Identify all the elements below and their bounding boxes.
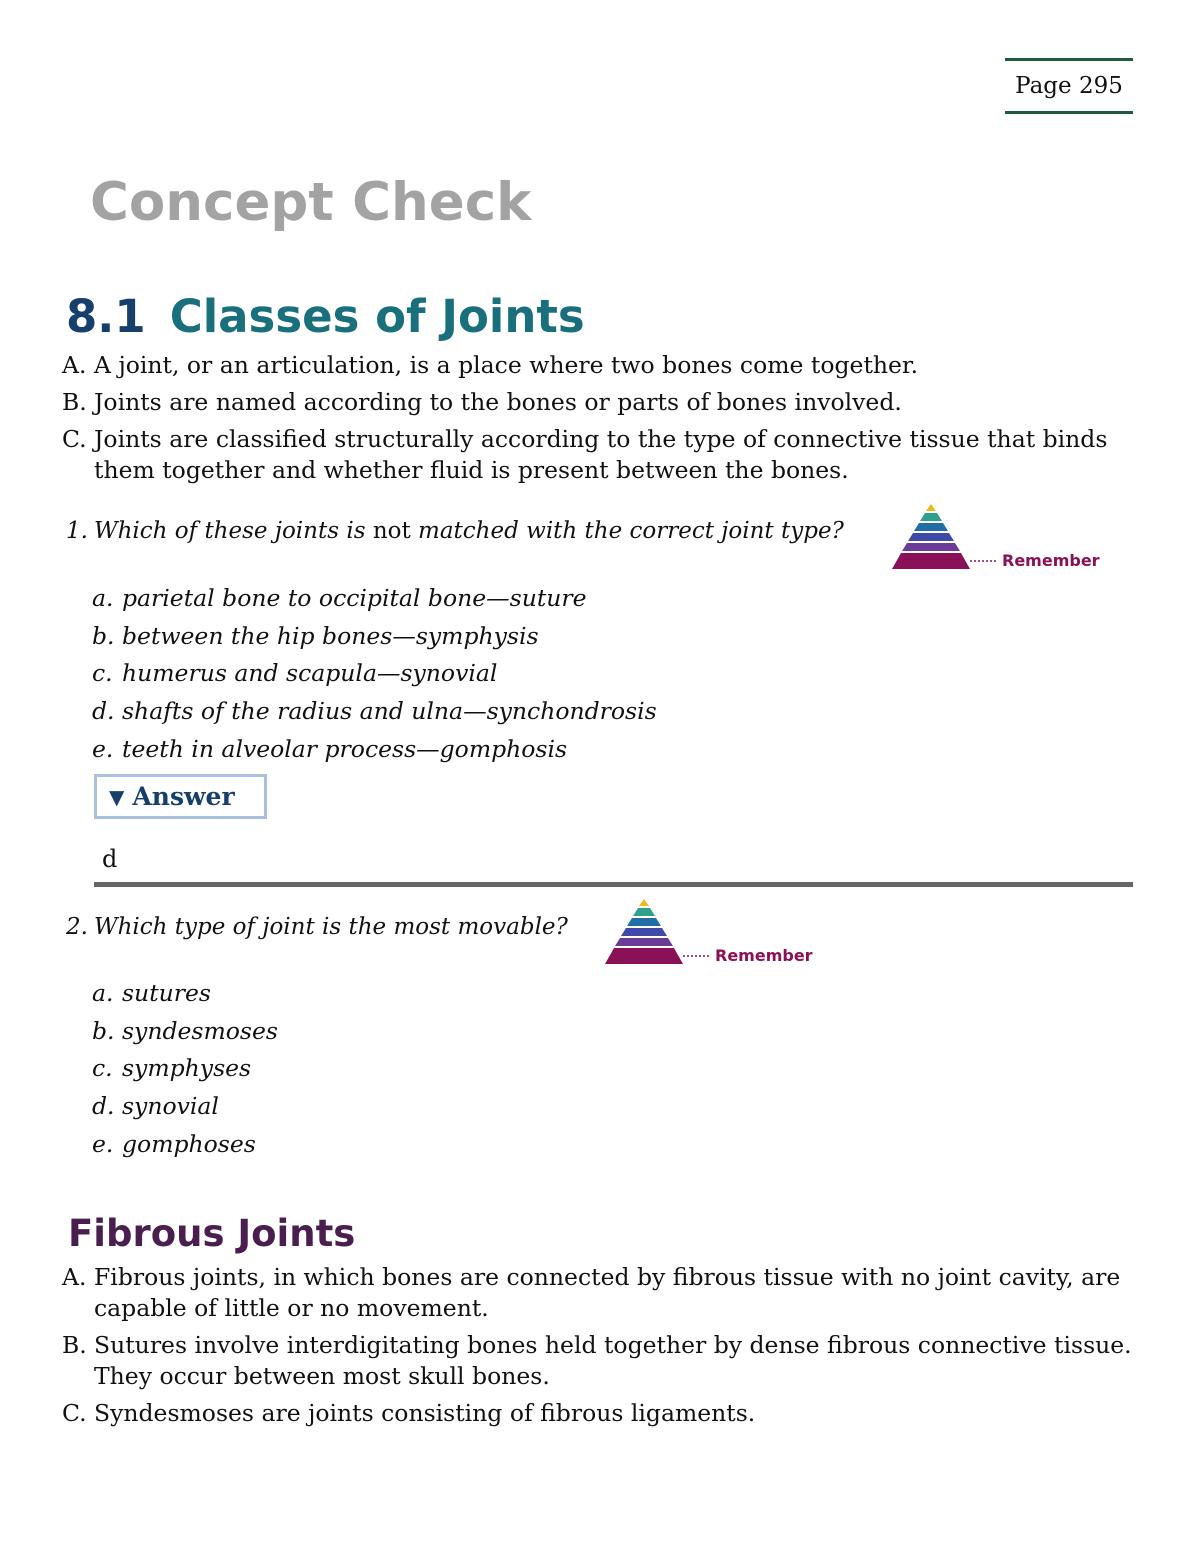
- option-text: gomphoses: [122, 1129, 256, 1158]
- question-number: 1.: [66, 518, 88, 544]
- option-text: teeth in alveolar process—gomphosis: [122, 734, 568, 763]
- outline-item: [62, 1330, 1134, 1392]
- option-text: syndesmoses: [122, 1016, 278, 1045]
- outline-item: [62, 424, 1134, 486]
- outline-text: Joints are named according to the bones or parts of bones involved.: [94, 388, 902, 416]
- section-title: Classes of Joints: [169, 290, 585, 343]
- section-heading: [66, 290, 585, 343]
- outline-marker: B.: [62, 388, 87, 416]
- outline-text: Fibrous joints, in which bones are connected by fibrous tissue with no joint cavity, are capable of little or no movement.: [94, 1263, 1121, 1322]
- outline-marker: C.: [62, 1399, 87, 1427]
- option-letter: d.: [92, 697, 115, 726]
- question-1: [66, 518, 844, 544]
- answer-button-label: Answer: [132, 782, 235, 811]
- outline-item: [62, 1398, 1134, 1429]
- option-letter: a.: [92, 979, 114, 1007]
- fibrous-joints-heading: Fibrous Joints: [68, 1212, 356, 1255]
- outline-marker: A.: [62, 1263, 87, 1291]
- option-letter: c.: [92, 659, 113, 688]
- option-letter: b.: [92, 1016, 115, 1045]
- option-item: [92, 1088, 278, 1126]
- outline-text: A joint, or an articulation, is a place where two bones come together.: [94, 351, 919, 379]
- option-text: between the hip bones—symphysis: [122, 621, 539, 650]
- option-item: [92, 618, 657, 656]
- outline-item: [62, 350, 1134, 381]
- option-letter: b.: [92, 621, 115, 650]
- section-outline: [62, 350, 1134, 492]
- outline-item: [62, 1262, 1134, 1324]
- outline-text: Joints are classified structurally according to the type of connective tissue that binds them together and whether fluid is present between the bones.: [94, 425, 1108, 484]
- option-item: [92, 975, 278, 1013]
- outline-item: [62, 387, 1134, 418]
- section-divider: [94, 882, 1133, 887]
- question-text: matched with the correct joint type?: [410, 518, 844, 544]
- question-text: Which of these joints is: [93, 518, 373, 544]
- option-item: [92, 1013, 278, 1051]
- concept-check-title: Concept Check: [90, 172, 532, 233]
- option-item: [92, 731, 657, 769]
- fibrous-outline: [62, 1262, 1134, 1435]
- question-number: 2.: [66, 914, 88, 940]
- option-item: [92, 693, 657, 731]
- option-item: [92, 1126, 278, 1164]
- option-text: synovial: [122, 1092, 219, 1121]
- question-emphasis: not: [372, 518, 411, 544]
- option-text: parietal bone to occipital bone—suture: [122, 584, 587, 612]
- outline-text: Syndesmoses are joints consisting of fibrous ligaments.: [94, 1399, 756, 1427]
- option-item: [92, 1050, 278, 1088]
- question-2-options: [92, 975, 278, 1163]
- remember-label: Remember: [715, 946, 813, 965]
- outline-marker: C.: [62, 425, 87, 453]
- question-2: [66, 914, 568, 940]
- option-item: [92, 655, 657, 693]
- outline-marker: A.: [62, 351, 87, 379]
- option-item: [92, 580, 657, 618]
- answer-toggle-button[interactable]: [94, 774, 267, 819]
- option-letter: d.: [92, 1092, 115, 1121]
- page-number: Page 295: [1005, 58, 1133, 114]
- option-letter: c.: [92, 1054, 113, 1083]
- option-letter: e.: [92, 1129, 114, 1158]
- option-text: humerus and scapula—synovial: [122, 659, 498, 688]
- option-text: sutures: [122, 979, 211, 1007]
- question-text: Which type of joint is the most movable?: [93, 914, 568, 940]
- remember-label: Remember: [1002, 551, 1100, 570]
- answer-value: d: [102, 845, 118, 873]
- outline-marker: B.: [62, 1331, 87, 1359]
- triangle-down-icon: ▼: [109, 784, 125, 809]
- option-letter: e.: [92, 734, 114, 763]
- option-letter: a.: [92, 584, 114, 612]
- question-1-options: [92, 580, 657, 768]
- option-text: symphyses: [122, 1054, 252, 1083]
- section-number: 8.1: [66, 290, 146, 343]
- option-text: shafts of the radius and ulna—synchondrosis: [122, 697, 657, 726]
- outline-text: Sutures involve interdigitating bones held together by dense fibrous connective tissue. They occur between most skull bones.: [94, 1331, 1132, 1390]
